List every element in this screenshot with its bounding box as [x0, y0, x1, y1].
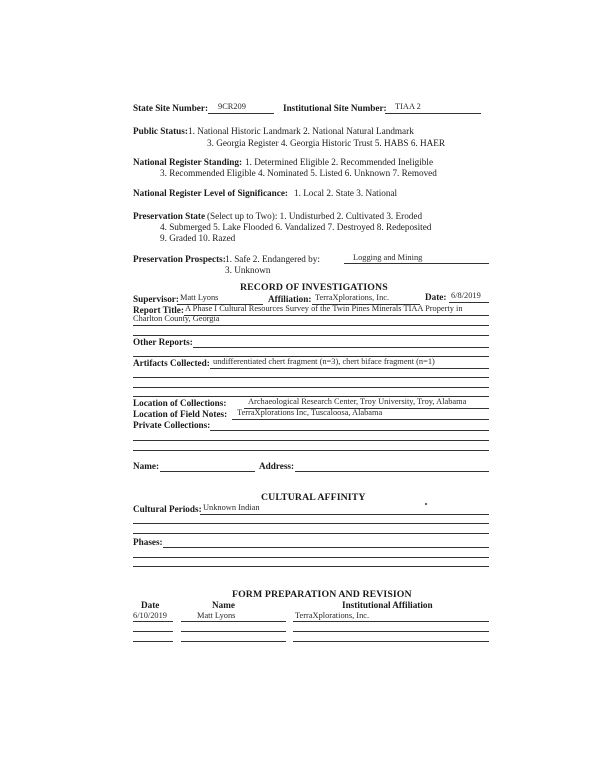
nr-standing-options-2: 3. Recommended Eligible 4. Nominated 5. Listed 6. Unknown 7. Removed [160, 168, 437, 178]
nr-standing-options-1: 1. Determined Eligible 2. Recommended Ineligible [245, 157, 434, 167]
cultural-periods-line [200, 514, 489, 515]
state-site-number-label: State Site Number: [133, 103, 209, 113]
nr-level-options: 1. Local 2. State 3. National [294, 188, 398, 198]
affiliation-label: Affiliation: [268, 294, 312, 304]
date-value: 6/8/2019 [451, 291, 481, 300]
private-collections-line-2 [133, 440, 489, 441]
preservation-state-label: Preservation State [133, 211, 206, 221]
report-title-value-2: Charlton County, Georgia [133, 314, 220, 323]
cultural-periods-line-3 [133, 533, 489, 534]
nr-level-label: National Register Level of Significance: [133, 188, 288, 198]
institutional-site-number-line [385, 113, 481, 114]
artifacts-collected-label: Artifacts Collected: [133, 358, 210, 368]
preservation-state-options-2: 4. Submerged 5. Lake Flooded 6. Vandalized 7. Destroyed 8. Redeposited [160, 222, 432, 232]
state-site-number-value: 9CR209 [218, 102, 246, 111]
column-name: Name [212, 600, 235, 610]
row-date: 6/10/2019 [133, 611, 167, 620]
preservation-state-options-3: 9. Graded 10. Razed [160, 233, 236, 243]
report-title-line [184, 315, 489, 316]
preservation-prospects-options-2: 3. Unknown [225, 265, 271, 275]
report-title-line-2 [133, 325, 489, 326]
report-title-label: Report Title: [133, 305, 184, 315]
name-row-line-3 [181, 641, 286, 642]
location-of-field-notes-line [232, 419, 489, 420]
location-of-collections-value: Archaeological Research Center, Troy University, Troy, Alabama [248, 397, 467, 406]
public-status-options-2: 3. Georgia Register 4. Georgia Historic Trust 5. HABS 6. HAER [207, 138, 446, 148]
address-line [295, 471, 489, 472]
affiliation-value: TerraXplorations, Inc. [315, 293, 390, 302]
date-row-line-3 [133, 641, 173, 642]
phases-line [163, 547, 489, 548]
institutional-site-number-value: TIAA 2 [395, 102, 421, 111]
column-date: Date [141, 600, 160, 610]
row-affiliation: TerraXplorations, Inc. [295, 611, 370, 620]
affiliation-row-line-1 [293, 621, 489, 622]
speck-mark [425, 503, 427, 505]
cultural-affinity-heading: CULTURAL AFFINITY [261, 492, 366, 503]
name-row-line-1 [181, 621, 286, 622]
location-of-field-notes-value: TerraXplorations Inc, Tuscaloosa, Alabama [237, 408, 383, 417]
affiliation-row-line-2 [293, 631, 489, 632]
phases-line-3 [133, 566, 489, 567]
report-title-line-3 [133, 335, 489, 336]
column-affiliation: Institutional Affiliation [342, 600, 433, 610]
private-collections-line [210, 430, 489, 431]
address-label: Address: [259, 461, 295, 471]
location-of-field-notes-label: Location of Field Notes: [133, 409, 228, 419]
preservation-prospects-options-1: 1. Safe 2. Endangered by: [225, 254, 320, 264]
form-preparation-heading: FORM PREPARATION AND REVISION [232, 589, 412, 600]
institutional-site-number-label: Institutional Site Number: [283, 103, 387, 113]
location-of-collections-label: Location of Collections: [133, 398, 227, 408]
state-site-number-line [208, 113, 274, 114]
record-heading: RECORD OF INVESTIGATIONS [240, 282, 388, 293]
cultural-periods-value: Unknown Indian [203, 503, 260, 512]
date-row-line-1 [133, 621, 173, 622]
private-collections-label: Private Collections: [133, 420, 211, 430]
artifacts-collected-value: undifferentiated chert fragment (n=3), chert biface fragment (n=1) [213, 357, 435, 366]
preservation-prospects-label: Preservation Prospects: [133, 254, 226, 264]
affiliation-row-line-3 [293, 641, 489, 642]
artifacts-line-3 [133, 387, 489, 388]
cultural-periods-line-2 [133, 523, 489, 524]
date-row-line-2 [133, 631, 173, 632]
name-row-line-2 [181, 631, 286, 632]
date-line [449, 302, 489, 303]
endangered-by-line [344, 263, 489, 264]
other-reports-line [193, 347, 489, 348]
artifacts-line-1 [210, 368, 489, 369]
private-collections-line-3 [133, 450, 489, 451]
date-label: Date: [425, 292, 447, 302]
preservation-state-options-1: (Select up to Two): 1. Undisturbed 2. Cultivated 3. Eroded [207, 211, 423, 221]
supervisor-value: Matt Lyons [180, 293, 219, 302]
public-status-options-1: 1. National Historic Landmark 2. National Natural Landmark [188, 126, 414, 136]
cultural-periods-label: Cultural Periods: [133, 504, 202, 514]
artifacts-line-2 [133, 377, 489, 378]
public-status-label: Public Status: [133, 126, 188, 136]
supervisor-label: Supervisor: [133, 294, 179, 304]
name-line [160, 471, 255, 472]
phases-line-2 [133, 557, 489, 558]
endangered-by-value: Logging and Mining [353, 253, 423, 262]
phases-label: Phases: [133, 537, 163, 547]
nr-standing-label: National Register Standing: [133, 157, 243, 167]
report-title-value: A Phase I Cultural Resources Survey of the Twin Pines Minerals TIAA Property in [185, 304, 463, 313]
row-name: Matt Lyons [197, 611, 236, 620]
other-reports-label: Other Reports: [133, 337, 193, 347]
name-label: Name: [133, 461, 160, 471]
